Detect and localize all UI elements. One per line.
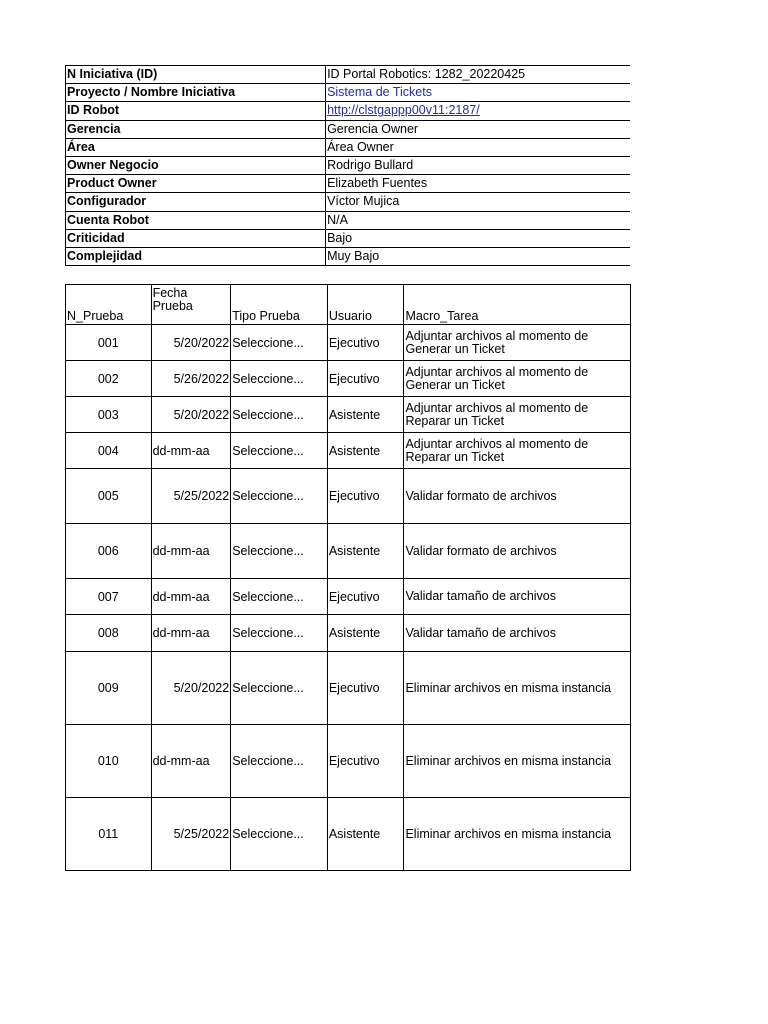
info-value (326, 102, 630, 120)
info-value: Gerencia Owner (326, 120, 630, 138)
table-row (66, 579, 631, 615)
initiative-info-table (65, 65, 630, 266)
cell-n-prueba: 011 (66, 798, 152, 871)
robot-id-link[interactable]: http://clstgappp00v11:2187/ (327, 103, 480, 118)
cell-n-prueba: 007 (66, 579, 152, 615)
info-value: N/A (326, 211, 630, 229)
info-label: Configurador (66, 193, 326, 211)
table-row (66, 433, 631, 469)
cell-n-prueba: 002 (66, 361, 152, 397)
cell-usuario: Asistente (327, 798, 404, 871)
cell-macro-tarea: Validar formato de archivos (404, 469, 631, 524)
initiative-info-body (66, 66, 631, 266)
header-row (66, 285, 631, 325)
table-row (66, 798, 631, 871)
info-label: N Iniciativa (ID) (66, 66, 326, 84)
cell-macro-tarea: Adjuntar archivos al momento de Generar un Ticket (404, 361, 631, 397)
cell-tipo-prueba[interactable]: Seleccione... (231, 433, 328, 469)
cell-usuario: Ejecutivo (327, 325, 404, 361)
cell-fecha-prueba: 5/25/2022 (151, 469, 231, 524)
info-label: Gerencia (66, 120, 326, 138)
cell-usuario: Ejecutivo (327, 469, 404, 524)
info-label: Criticidad (66, 229, 326, 247)
cell-tipo-prueba[interactable]: Seleccione... (231, 469, 328, 524)
cell-usuario: Asistente (327, 397, 404, 433)
table-row (66, 524, 631, 579)
table-row (66, 615, 631, 652)
info-label: Área (66, 138, 326, 156)
info-row (66, 193, 631, 211)
info-label: Proyecto / Nombre Iniciativa (66, 84, 326, 102)
header-usuario: Usuario (327, 285, 404, 325)
cell-macro-tarea: Validar tamaño de archivos (404, 615, 631, 652)
cell-n-prueba: 006 (66, 524, 152, 579)
table-row (66, 361, 631, 397)
cell-tipo-prueba[interactable]: Seleccione... (231, 361, 328, 397)
cell-macro-tarea: Validar tamaño de archivos (404, 579, 631, 615)
test-cases-table (65, 284, 631, 871)
info-row (66, 211, 631, 229)
cell-n-prueba: 005 (66, 469, 152, 524)
info-value: Víctor Mujica (326, 193, 630, 211)
cell-n-prueba: 003 (66, 397, 152, 433)
cell-fecha-prueba: 5/20/2022 (151, 325, 231, 361)
header-macro-tarea: Macro_Tarea (404, 285, 631, 325)
cell-macro-tarea: Adjuntar archivos al momento de Reparar un Ticket (404, 433, 631, 469)
cell-tipo-prueba[interactable]: Seleccione... (231, 798, 328, 871)
header-n-prueba: N_Prueba (66, 285, 152, 325)
cell-usuario: Ejecutivo (327, 361, 404, 397)
cell-n-prueba: 010 (66, 725, 152, 798)
table-row (66, 397, 631, 433)
cell-tipo-prueba[interactable]: Seleccione... (231, 397, 328, 433)
cell-tipo-prueba[interactable]: Seleccione... (231, 325, 328, 361)
info-label: Cuenta Robot (66, 211, 326, 229)
info-label: Product Owner (66, 175, 326, 193)
info-row (66, 175, 631, 193)
header-fecha-prueba: Fecha Prueba (151, 285, 231, 325)
cell-fecha-prueba: dd-mm-aa (151, 725, 231, 798)
cell-macro-tarea: Eliminar archivos en misma instancia (404, 652, 631, 725)
table-row (66, 469, 631, 524)
cell-fecha-prueba: dd-mm-aa (151, 615, 231, 652)
test-cases-body (66, 325, 631, 871)
info-row (66, 247, 631, 265)
info-value: Bajo (326, 229, 630, 247)
header-tipo-prueba: Tipo Prueba (231, 285, 328, 325)
cell-usuario: Asistente (327, 524, 404, 579)
cell-macro-tarea: Validar formato de archivos (404, 524, 631, 579)
cell-macro-tarea: Eliminar archivos en misma instancia (404, 798, 631, 871)
info-row (66, 156, 631, 174)
cell-usuario: Asistente (327, 433, 404, 469)
info-label: Complejidad (66, 247, 326, 265)
info-value: Muy Bajo (326, 247, 630, 265)
cell-n-prueba: 004 (66, 433, 152, 469)
cell-usuario: Ejecutivo (327, 652, 404, 725)
cell-fecha-prueba: dd-mm-aa (151, 579, 231, 615)
info-value: Área Owner (326, 138, 630, 156)
cell-usuario: Asistente (327, 615, 404, 652)
cell-tipo-prueba[interactable]: Seleccione... (231, 524, 328, 579)
info-value: Sistema de Tickets (326, 84, 630, 102)
cell-tipo-prueba[interactable]: Seleccione... (231, 652, 328, 725)
info-row (66, 138, 631, 156)
cell-fecha-prueba: dd-mm-aa (151, 433, 231, 469)
table-row (66, 652, 631, 725)
cell-fecha-prueba: 5/20/2022 (151, 652, 231, 725)
cell-n-prueba: 009 (66, 652, 152, 725)
cell-fecha-prueba: 5/26/2022 (151, 361, 231, 397)
info-label: Owner Negocio (66, 156, 326, 174)
info-row (66, 120, 631, 138)
cell-fecha-prueba: 5/20/2022 (151, 397, 231, 433)
cell-macro-tarea: Adjuntar archivos al momento de Reparar un Ticket (404, 397, 631, 433)
info-row (66, 66, 631, 84)
test-cases-header (66, 285, 631, 325)
cell-tipo-prueba[interactable]: Seleccione... (231, 615, 328, 652)
cell-macro-tarea: Eliminar archivos en misma instancia (404, 725, 631, 798)
info-label: ID Robot (66, 102, 326, 120)
cell-macro-tarea: Adjuntar archivos al momento de Generar un Ticket (404, 325, 631, 361)
table-row (66, 325, 631, 361)
info-row (66, 102, 631, 120)
table-row (66, 725, 631, 798)
cell-tipo-prueba[interactable]: Seleccione... (231, 579, 328, 615)
info-row (66, 84, 631, 102)
info-value: Rodrigo Bullard (326, 156, 630, 174)
info-row (66, 229, 631, 247)
cell-usuario: Ejecutivo (327, 725, 404, 798)
cell-n-prueba: 008 (66, 615, 152, 652)
cell-n-prueba: 001 (66, 325, 152, 361)
info-value: Elizabeth Fuentes (326, 175, 630, 193)
info-value: ID Portal Robotics: 1282_20220425 (326, 66, 630, 84)
cell-fecha-prueba: 5/25/2022 (151, 798, 231, 871)
cell-fecha-prueba: dd-mm-aa (151, 524, 231, 579)
cell-tipo-prueba[interactable]: Seleccione... (231, 725, 328, 798)
cell-usuario: Ejecutivo (327, 579, 404, 615)
